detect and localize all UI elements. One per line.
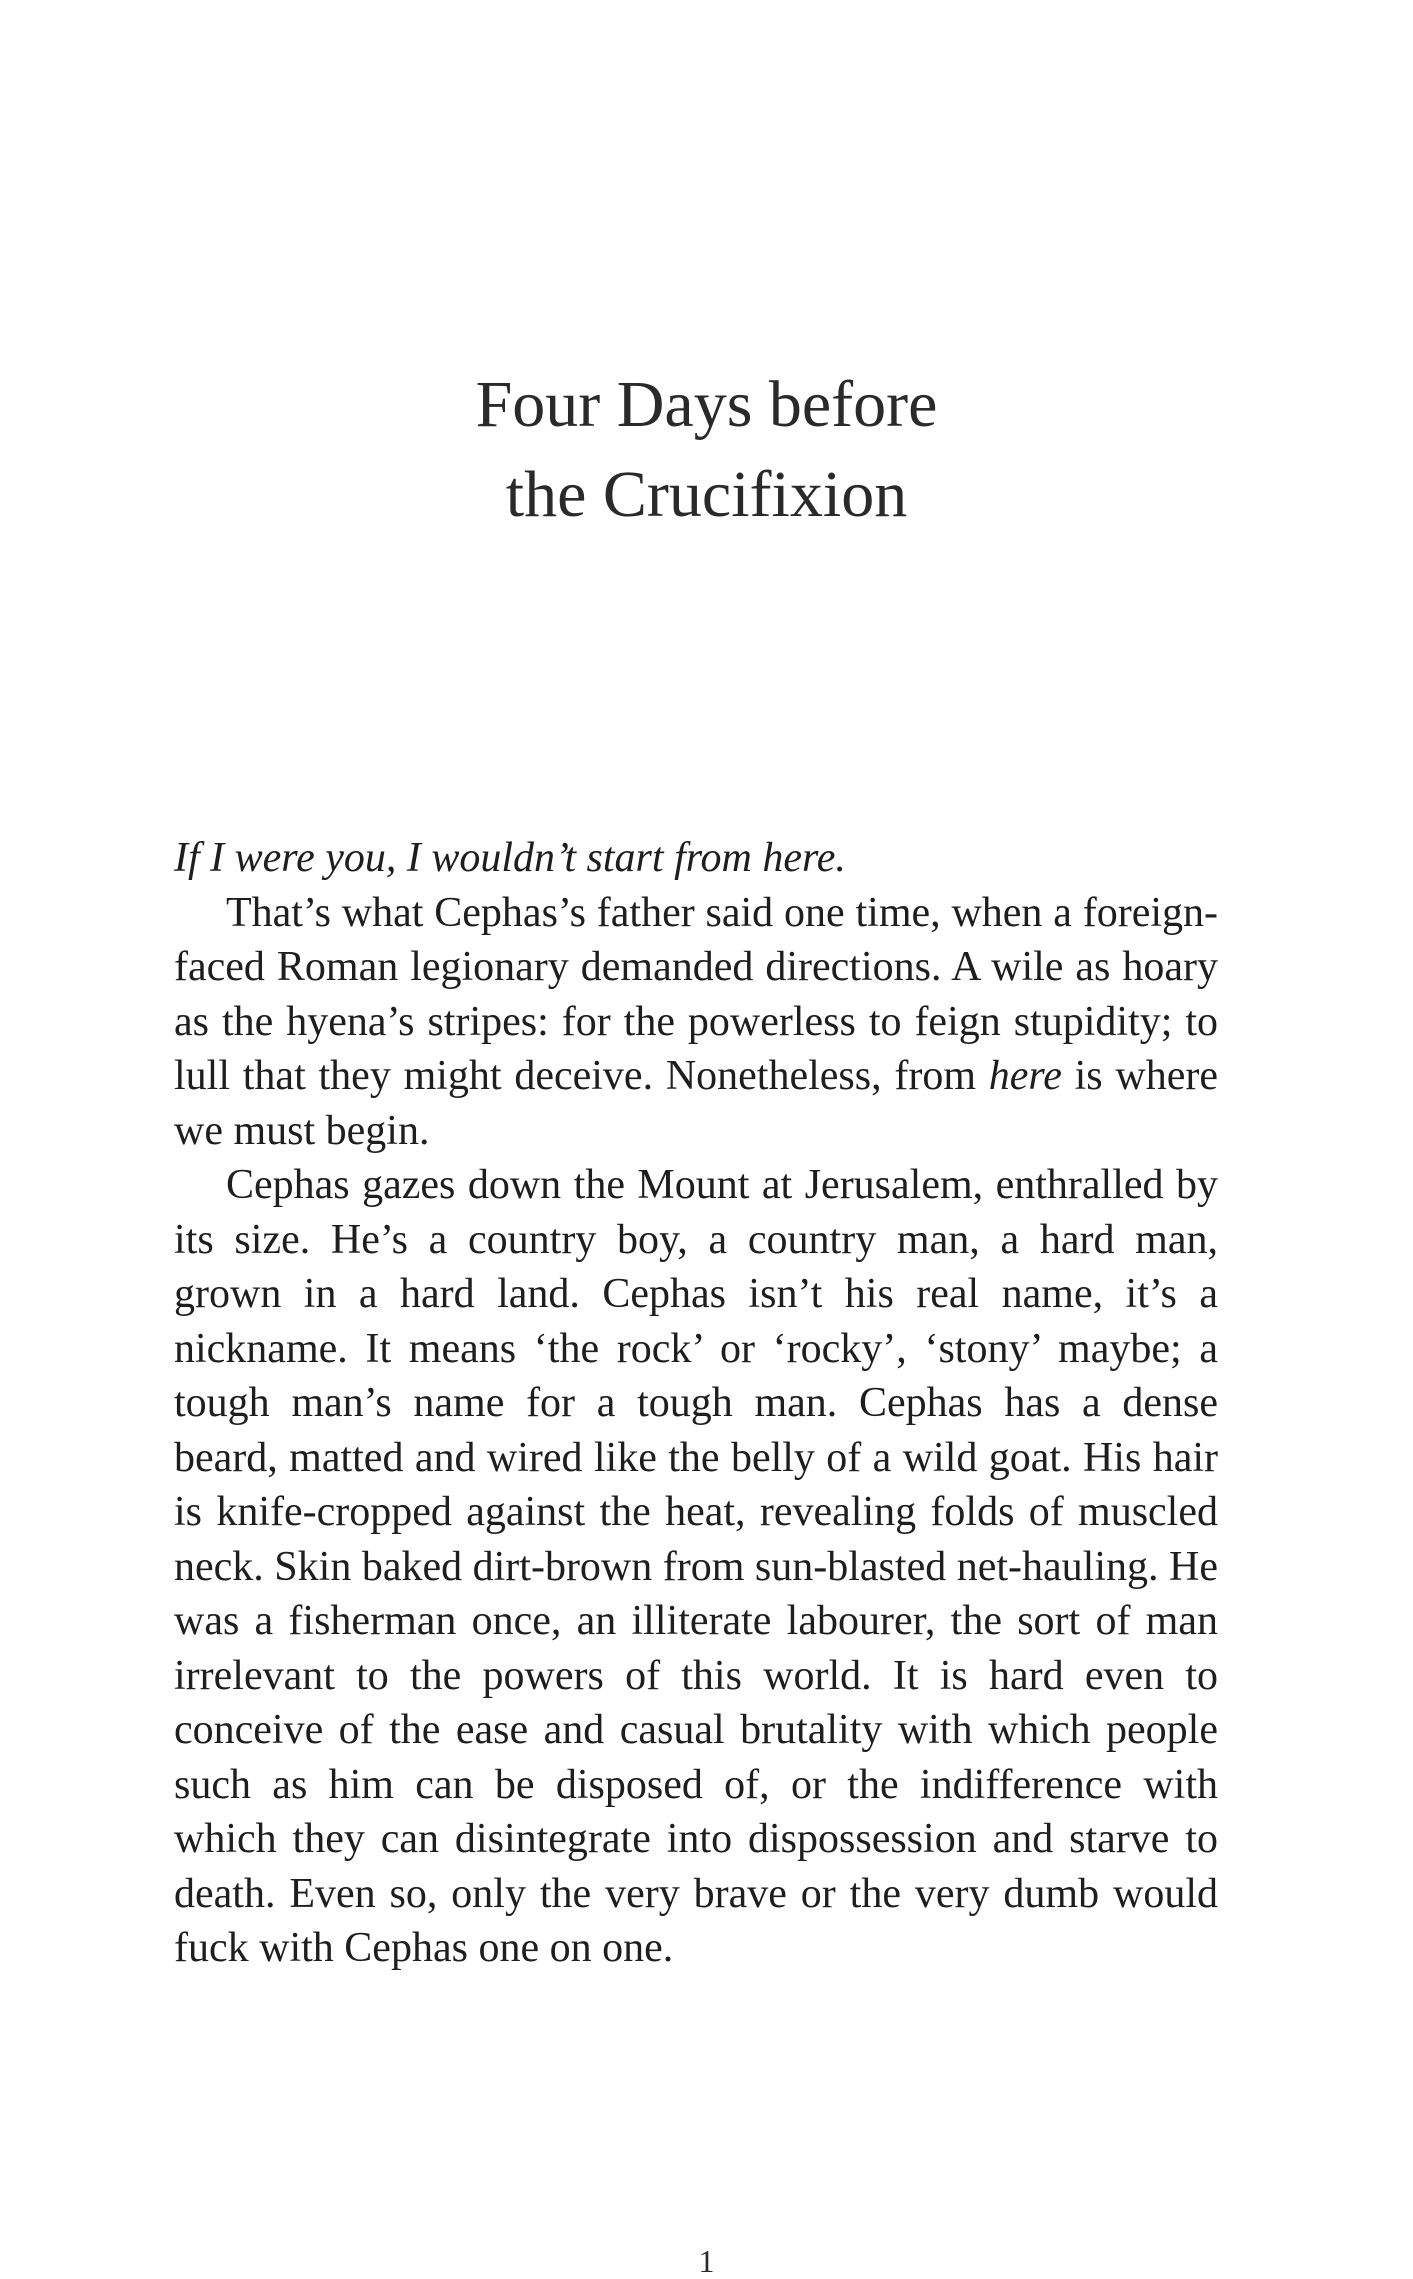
paragraph-2: Cephas gazes down the Mount at Jerusalem, enthralled by its size. He’s a country boy, a country man, a hard man, grown in a hard land. Cephas isn’t his real name, it’s a nickname. It means ‘the rock’ or ‘rocky’, ‘stony’ maybe; a tough man’s name for a tough man. Cephas has a dense beard, matted and wired like the belly of a wild goat. His hair is knife-cropped against the heat, revealing folds of muscled neck. Skin baked dirt-brown from sun-blasted net-hauling. He was a fisherman once, an illiterate labourer, the sort of man irrelevant to the powers of this world. It is hard even to conceive of the ease and casual brutality with which people such as him can be disposed of, or the indifference with which they can disintegrate into dispossession and starve to death. Even so, only the very brave or the very dumb would fuck with Cephas one on one. [174,1162,1218,1971]
epigraph: If I were you, I wouldn’t start from here. [174,835,846,881]
body-text [174,831,1218,1976]
paragraph-1-text-a: That’s what Cephas’s father said one time, when a foreign-faced Roman legionary demanded directions. A wile as hoary as the hyena’s stripes: for the powerless to feign stupidity; to lull that they might deceive. Nonetheless, from [174,889,1218,1099]
paragraph-1 [174,886,1218,1159]
paragraph-1-text-b: is where we must begin. [174,1053,1218,1154]
paragraph-1-emphasis: here [988,1053,1062,1099]
chapter-title-line-1: Four Days before [475,368,938,441]
page-number: 1 [698,2243,715,2279]
chapter-title-line-2: the Crucifixion [505,458,908,531]
chapter-title [0,360,1413,540]
